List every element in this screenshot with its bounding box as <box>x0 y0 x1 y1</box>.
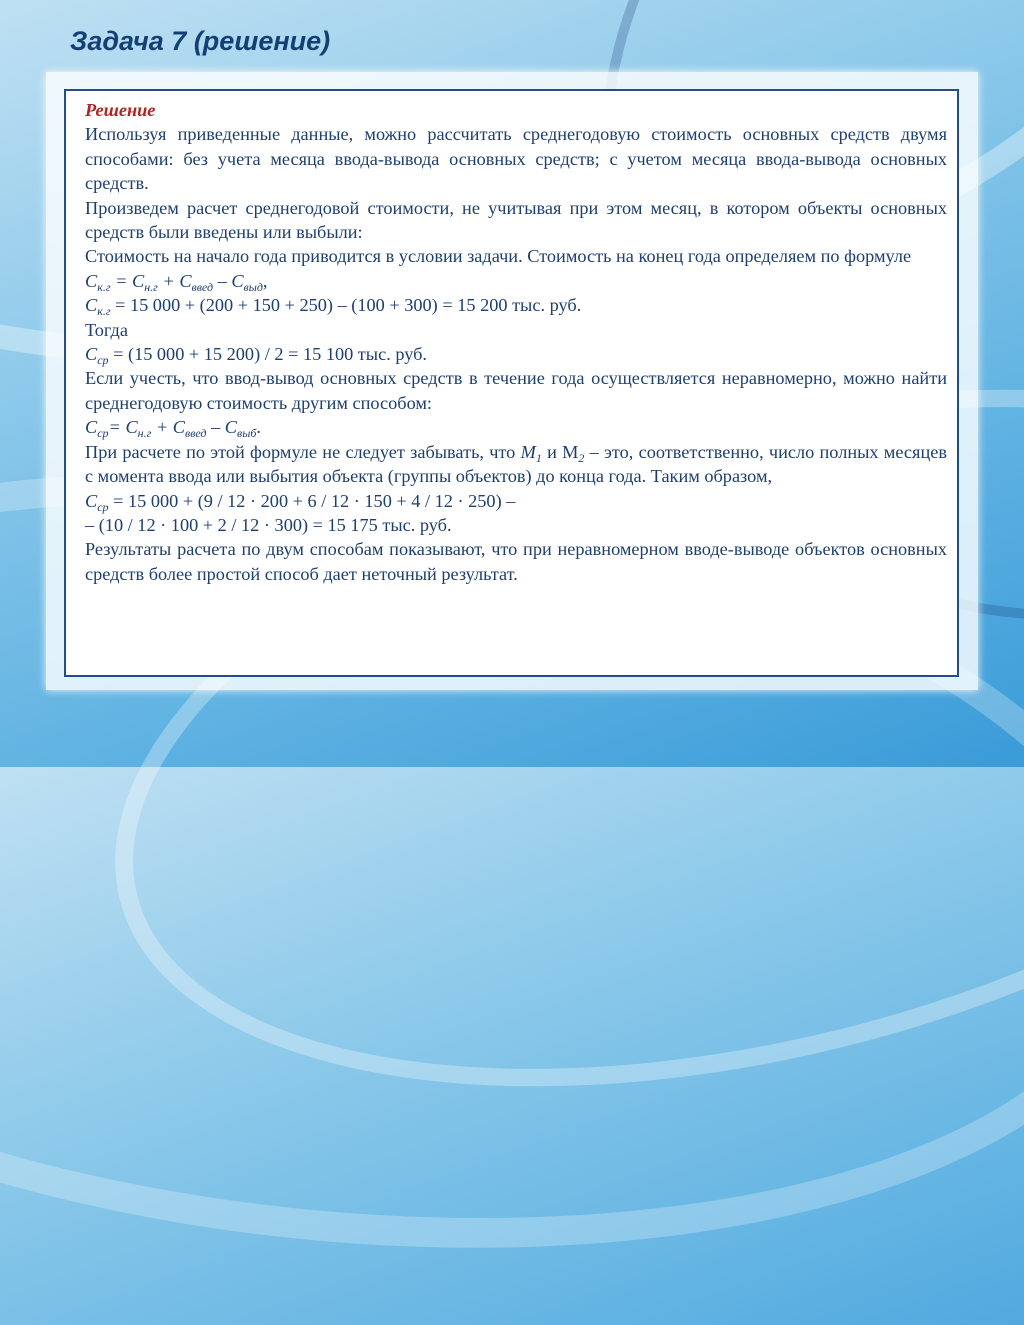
paragraph: Если учесть, что ввод-вывод основных средств в течение года осуществляется неравномерно, можно найти среднегодовую стоимость другим способом: <box>85 368 947 413</box>
calculation-average-simple: $С_{ср} = (15$ 000 + 15 200) / 2 = 15 100 тыс. руб. <box>85 344 428 368</box>
paragraph: При расчете по этой формуле не следует забывать, что $М_1$ и $М_2$ – это, соответственно, число полных месяцев с момента ввода или выбытия объекта (группы объектов) до конца года. Таким образом, <box>85 441 947 487</box>
solution-text <box>85 98 947 586</box>
paragraph: Используя приведенные данные, можно рассчитать среднегодовую стоимость основных средств двумя способами: без учета месяца ввода-вывода основных средств; с учетом месяца ввода-вывода основных средств. <box>85 124 947 194</box>
formula-end-of-year: $С_{к.г} = С_{н.г} + С_{введ} - С_{выд}$, <box>85 270 268 294</box>
section-heading: Решение <box>85 100 156 120</box>
calculation-average-weighted: $С_{ср} = 15$ 000 + (9 / 12 · 200 + 6 / 12 · 150 + 4 / 12 · 250) – <box>85 490 516 514</box>
slide-title: Задача 7 (решение) <box>70 26 331 56</box>
paragraph: Произведем расчет среднегодовой стоимости, не учитывая при этом месяц, в котором объекты основных средств были введены или выбыли: <box>85 197 947 243</box>
paragraph: Тогда <box>85 319 128 340</box>
calculation-end-of-year: $С_{к.г} = 15$ 000 + (200 + 150 + 250) – (100 + 300) = 15 200 тыс. руб. <box>85 295 582 319</box>
paragraph: Стоимость на начало года приводится в условии задачи. Стоимость на конец года определяем по формуле <box>85 246 912 267</box>
title-band <box>0 0 1024 80</box>
calculation-average-weighted-continued: – (10 / 12 · 100 + 2 / 12 · 300) = 15 175 тыс. руб. <box>85 514 452 535</box>
formula-average: $С_{ср}= С_{н.г} + С_{введ} - С_{выб}$. <box>85 417 261 441</box>
paragraph: Результаты расчета по двум способам показывают, что при неравномерном вводе-выводе объектов основных средств более простой способ дает неточный результат. <box>85 539 947 584</box>
